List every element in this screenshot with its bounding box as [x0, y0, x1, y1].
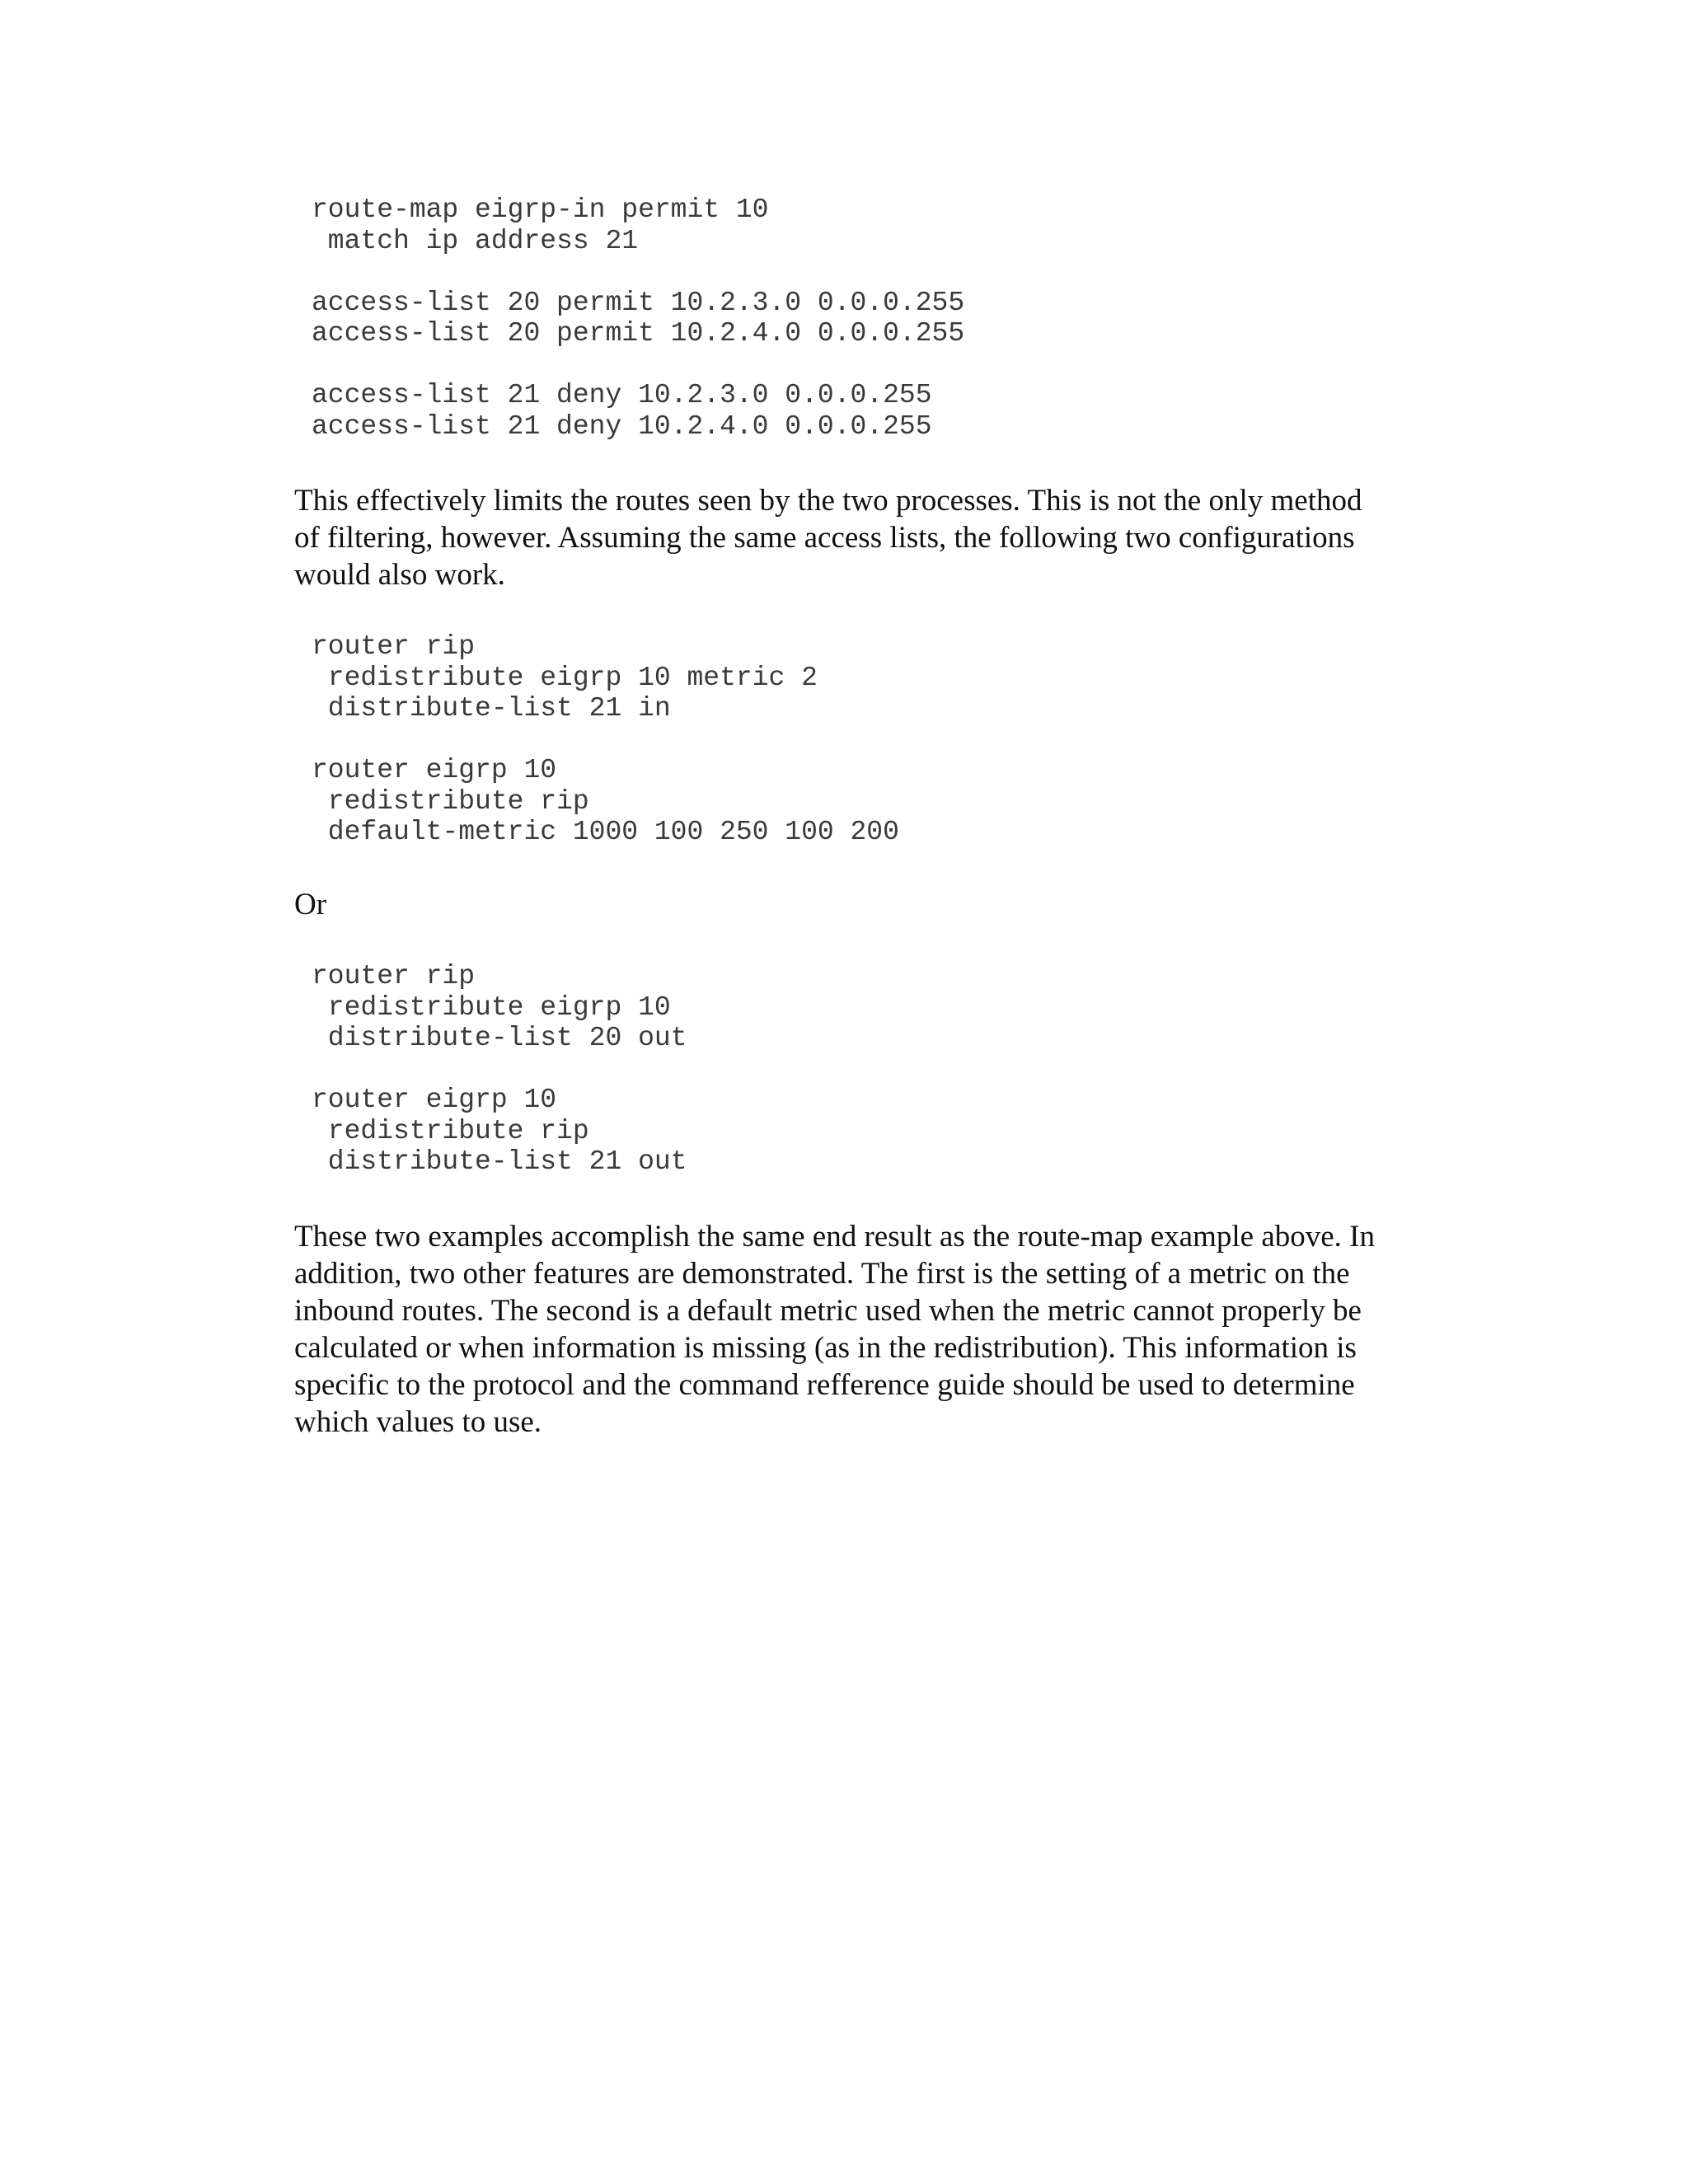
code-line: access-list 20 permit 10.2.4.0 0.0.0.255 — [312, 318, 965, 349]
paragraph-line: Or — [294, 888, 327, 921]
code-line: default-metric 1000 100 250 100 200 — [312, 817, 899, 847]
code-line: access-list 21 deny 10.2.4.0 0.0.0.255 — [312, 410, 932, 442]
paragraph-or — [294, 886, 1465, 923]
paragraph-line: addition, two other features are demonstrated. The first is the setting of a metric on the — [294, 1257, 1350, 1291]
code-line — [312, 256, 964, 288]
code-line: router eigrp 10 — [312, 1085, 557, 1115]
code-line: redistribute eigrp 10 — [312, 991, 671, 1023]
paragraph-line: This effectively limits the routes seen by the two processes. This is not the only method — [294, 484, 1362, 518]
code-line: redistribute eigrp 10 metric 2 — [312, 662, 818, 693]
code-line: distribute-list 21 out — [312, 1146, 687, 1177]
paragraph-conclusion — [294, 1218, 1465, 1441]
paragraph-line: inbound routes. The second is a default metric used when the metric cannot properly be — [294, 1294, 1362, 1328]
code-line — [312, 724, 899, 756]
code-line: router rip — [312, 961, 476, 991]
code-line: distribute-list 20 out — [312, 1023, 687, 1053]
route-map-code-block — [312, 194, 964, 442]
code-line: router rip — [312, 631, 476, 662]
distribute-list-in-code-block — [312, 631, 899, 848]
code-line — [312, 1054, 687, 1085]
paragraph-line: specific to the protocol and the command refference guide should be used to determine — [294, 1368, 1355, 1402]
code-line: redistribute rip — [312, 785, 589, 817]
code-line: distribute-list 21 in — [312, 693, 671, 724]
paragraph-filtering-intro — [294, 482, 1465, 593]
paragraph-line: would also work. — [294, 558, 505, 592]
code-line: access-list 20 permit 10.2.3.0 0.0.0.255 — [312, 287, 965, 318]
paragraph-line: of filtering, however. Assuming the same access lists, the following two configurations — [294, 521, 1355, 555]
code-line: router eigrp 10 — [312, 755, 557, 785]
code-line: match ip address 21 — [312, 225, 639, 256]
code-line: route-map eigrp-in permit 10 — [312, 194, 769, 225]
paragraph-line: These two examples accomplish the same end result as the route-map example above. In — [294, 1220, 1375, 1254]
code-line — [312, 349, 964, 381]
code-line: redistribute rip — [312, 1115, 589, 1146]
paragraph-line: which values to use. — [294, 1405, 542, 1439]
paragraph-line: calculated or when information is missing (as in the redistribution). This information is — [294, 1331, 1357, 1365]
code-line: access-list 21 deny 10.2.3.0 0.0.0.255 — [312, 380, 932, 410]
distribute-list-out-code-block — [312, 961, 687, 1178]
